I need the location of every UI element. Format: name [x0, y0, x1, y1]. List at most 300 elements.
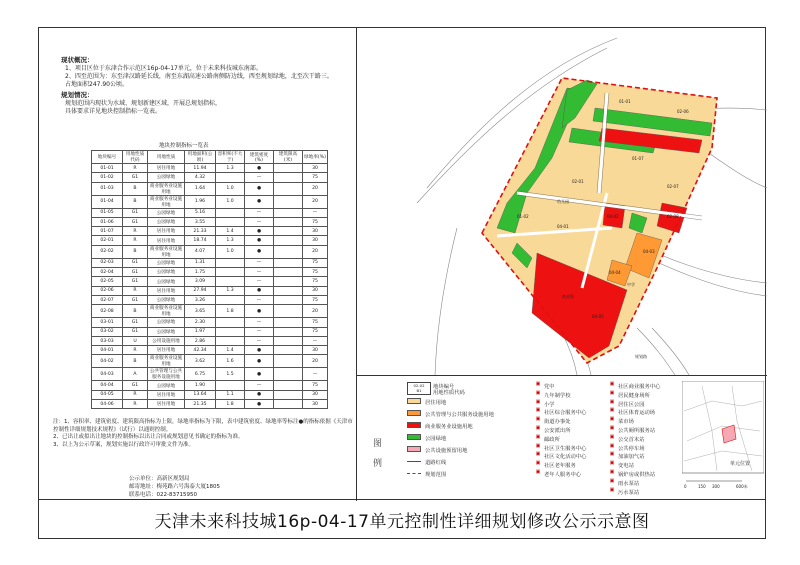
legend-label: 党中	[544, 384, 555, 390]
plot-code-sample: 02-02 B1	[407, 382, 431, 395]
table-cell: 居住用地	[148, 400, 185, 409]
legend-symbol-icon: ▣	[535, 398, 541, 405]
table-cell: 1.64	[185, 182, 216, 195]
table-cell: ●	[245, 400, 274, 409]
table-row	[92, 381, 328, 390]
table-cell: 1.97	[185, 327, 216, 336]
table-cell: 公园绿地	[148, 217, 185, 226]
table-cell: 02-03	[92, 258, 123, 267]
table-cell	[274, 336, 303, 345]
table-cell: 02-05	[92, 277, 123, 286]
table-header: 建筑密度(%)	[245, 151, 274, 164]
table-cell	[216, 268, 245, 277]
table-cell: 商业服务业设施用地	[148, 355, 185, 368]
table-cell: 04-04	[92, 381, 123, 390]
table-cell: G1	[123, 173, 148, 182]
table-cell	[274, 400, 303, 409]
legend-label: 公共厕所服务站	[618, 428, 656, 434]
table-cell: 公共管理与公共服务设施用地	[148, 368, 185, 381]
legend-label: 小学	[544, 401, 555, 408]
table-cell: 公园绿地	[148, 173, 185, 182]
table-row	[92, 286, 328, 295]
table-cell: 04-05	[92, 390, 123, 399]
table-cell: —	[245, 268, 274, 277]
table-cell: 27.94	[185, 286, 216, 295]
table-cell: 02-06	[92, 286, 123, 295]
table-cell: 1.75	[185, 268, 216, 277]
table-cell: 1.0	[216, 182, 245, 195]
swatch-road-line	[407, 461, 421, 462]
legend-symbol-icon: ▣	[535, 442, 541, 449]
table-cell: 02-08	[92, 305, 123, 318]
swatch-residential	[407, 398, 421, 404]
table-cell: 04-01	[92, 346, 123, 355]
legend-symbol-icon: ▣	[609, 381, 615, 387]
table-cell: 75	[303, 268, 328, 277]
table-cell: G1	[123, 208, 148, 217]
legend-label: 社区老年服务	[544, 463, 576, 470]
table-cell: R	[123, 286, 148, 295]
legend-label: 公共设施预留用地	[425, 448, 468, 454]
table-header: 建筑限高(米)	[274, 151, 303, 164]
table-cell: 6.75	[185, 368, 216, 381]
plan-heading: 规划情况：	[61, 91, 94, 99]
legend-symbol-icon: ▣	[609, 398, 615, 405]
legend	[357, 375, 767, 502]
table-cell: ●	[245, 390, 274, 399]
table-cell: 20	[303, 182, 328, 195]
table-cell: —	[245, 318, 274, 327]
plan-line: 规划范围内现状为水域、规划新建区域，开展总规划指标，	[65, 100, 222, 107]
legend-symbol-icon: ▣	[609, 442, 615, 449]
map-label-kindergarten: 幼儿园	[557, 199, 569, 204]
table-cell: 75	[303, 217, 328, 226]
table-cell	[274, 208, 303, 217]
swatch-reserve	[407, 446, 421, 452]
table-cell: 居住用地	[148, 286, 185, 295]
plot-label: 01-07	[632, 156, 644, 161]
legend-label: 九年制学校	[544, 392, 571, 399]
title-bar	[39, 499, 765, 538]
legend-label: 街道办事处	[544, 419, 571, 426]
table-cell: 02-01	[92, 236, 123, 245]
table-cell: 02-04	[92, 268, 123, 277]
table-cell: 1.4	[216, 346, 245, 355]
table-cell: 20	[303, 195, 328, 208]
table-cell	[274, 182, 303, 195]
table-cell: 3.65	[185, 305, 216, 318]
legend-label: 社区综合服务中心	[544, 410, 587, 417]
table-cell: 01-05	[92, 208, 123, 217]
legend-label: 社区体育运动场	[618, 410, 656, 417]
legend-label: 公交首末站	[618, 436, 645, 443]
legend-label: 公安派出所	[544, 428, 571, 434]
table-cell	[274, 258, 303, 267]
table-cell: G1	[123, 217, 148, 226]
table-cell: 1.1	[216, 390, 245, 399]
table-cell: ●	[245, 164, 274, 173]
table-row	[92, 336, 328, 345]
table-row	[92, 208, 328, 217]
table-cell: 42.34	[185, 346, 216, 355]
table-cell: 2.30	[185, 318, 216, 327]
plot-label: 04-01	[557, 224, 569, 229]
table-cell: 01-01	[92, 164, 123, 173]
land-use-map	[357, 28, 767, 375]
table-cell: —	[245, 327, 274, 336]
table-cell: 3.55	[185, 217, 216, 226]
legend-symbol-icon: ▣	[609, 486, 615, 493]
table-cell: 30	[303, 227, 328, 236]
table-row	[92, 368, 328, 381]
table-cell: ●	[245, 305, 274, 318]
table-cell: R	[123, 346, 148, 355]
table-row	[92, 355, 328, 368]
note-line: 注：1、容积率、建筑密度、建筑限高指标为上限，绿地率指标为下限，表中建筑密度、绿地率等标注●的指标依据《天津市控制性详细规划技术规程》（试行）以通则控制。	[53, 419, 353, 433]
table-cell: —	[303, 368, 328, 381]
table-cell: 1.3	[216, 164, 245, 173]
plot-label: 04-04	[609, 270, 621, 275]
legend-label: 雨水泵站	[618, 480, 640, 487]
table-cell: 居住用地	[148, 346, 185, 355]
table-cell	[274, 327, 303, 336]
table-cell: 18.74	[185, 236, 216, 245]
plot-label: 04-05	[592, 314, 604, 319]
table-row	[92, 258, 328, 267]
legend-heading: 例	[373, 459, 383, 469]
table-cell: G1	[123, 318, 148, 327]
table-row	[92, 227, 328, 236]
table-cell	[274, 236, 303, 245]
table-row	[92, 236, 328, 245]
table-cell: 1.5	[216, 368, 245, 381]
table-cell	[216, 318, 245, 327]
plot-label: 02-07	[667, 184, 679, 189]
table-cell: —	[245, 173, 274, 182]
legend-label: 居住区公园	[618, 401, 645, 408]
legend-label: 商业服务业设施用地	[425, 424, 473, 430]
map-label-school: 中学	[627, 282, 635, 287]
table-cell: 75	[303, 295, 328, 304]
table-row	[92, 164, 328, 173]
table-cell: 04-06	[92, 400, 123, 409]
swatch-boundary	[407, 473, 421, 474]
table-cell	[216, 208, 245, 217]
table-cell: 公园绿地	[148, 381, 185, 390]
table-cell	[216, 336, 245, 345]
table-cell: 30	[303, 286, 328, 295]
table-header: 用地性质代码	[123, 151, 148, 164]
legend-symbol-icon: ▣	[609, 460, 615, 467]
legend-label: 菜市场	[618, 419, 634, 426]
legend-symbol-icon: ▣	[609, 433, 615, 440]
note-line: 3、以上为公示草案，规划实施以行政许可审批文件为准。	[53, 441, 195, 448]
table-cell: 1.8	[216, 400, 245, 409]
table-cell: 03-02	[92, 327, 123, 336]
table-cell: 公用设施用地	[148, 336, 185, 345]
table-cell: 1.90	[185, 381, 216, 390]
table-cell: 居住用地	[148, 236, 185, 245]
swatch-commercial	[407, 422, 421, 428]
table-cell	[274, 390, 303, 399]
table-cell: 75	[303, 258, 328, 267]
table-cell: B	[123, 182, 148, 195]
table-cell: R	[123, 390, 148, 399]
legend-label: 变电站	[618, 463, 634, 470]
table-cell	[274, 381, 303, 390]
table-header: 容积率(不大于)	[216, 151, 245, 164]
table-cell: 75	[303, 277, 328, 286]
legend-label: 规划范围	[425, 472, 447, 478]
contact-block	[129, 475, 220, 499]
table-cell	[216, 173, 245, 182]
table-cell: 75	[303, 381, 328, 390]
table-cell	[274, 277, 303, 286]
table-row	[92, 400, 328, 409]
table-cell	[274, 355, 303, 368]
table-row	[92, 305, 328, 318]
table-cell: ●	[245, 355, 274, 368]
table-caption: 地块控制指标一览表	[159, 143, 209, 149]
legend-label: 加油加气站	[618, 454, 645, 461]
table-cell: 1.3	[216, 286, 245, 295]
contact-address: 邮寄地址：梅苑路六号海泰大厦1805	[129, 484, 220, 490]
table-cell	[274, 164, 303, 173]
table-cell: G1	[123, 258, 148, 267]
table-cell: 11.94	[185, 164, 216, 173]
page-title: 天津未来科技城16p-04-17单元控制性详细规划修改公示示意图	[154, 511, 650, 532]
table-cell: 公园绿地	[148, 327, 185, 336]
table-cell: 3.26	[185, 295, 216, 304]
table-cell: 01-07	[92, 227, 123, 236]
table-cell: G1	[123, 268, 148, 277]
table-cell	[216, 258, 245, 267]
table-row	[92, 318, 328, 327]
legend-label: 公园绿地	[425, 436, 447, 442]
legend-symbol-icon: ▣	[609, 389, 615, 396]
table-cell: G1	[123, 277, 148, 286]
legend-label: 居民健身场所	[618, 392, 650, 399]
table-cell: 商业服务业设施用地	[148, 182, 185, 195]
swatch-public	[407, 410, 421, 416]
table-cell	[274, 227, 303, 236]
legend-label: 用地性质代码	[433, 390, 465, 396]
table-header: 绿地率(%)	[303, 151, 328, 164]
legend-label: 道路红线	[425, 460, 447, 466]
table-cell: 30	[303, 346, 328, 355]
table-cell: —	[303, 336, 328, 345]
control-index-table	[91, 150, 328, 409]
table-cell: 商业服务业设施用地	[148, 195, 185, 208]
table-cell: 30	[303, 400, 328, 409]
table-cell: G1	[123, 381, 148, 390]
table-cell: 4.32	[185, 173, 216, 182]
plan-line: 具体要求详见地块控制指标一览表。	[65, 108, 162, 115]
table-cell: 30	[303, 390, 328, 399]
legend-symbol-icon: ▣	[535, 425, 541, 431]
table-cell: G1	[123, 327, 148, 336]
status-line: 1、项目区位于东津合作示范区16p-04-17单元，位于未来科技城东南部。	[65, 65, 262, 72]
scale-tick: 600米	[736, 484, 748, 489]
table-cell: R	[123, 236, 148, 245]
legend-symbol-icon: ▣	[535, 416, 541, 423]
table-cell: ●	[245, 286, 274, 295]
table-cell: 75	[303, 327, 328, 336]
table-row	[92, 217, 328, 226]
table-cell: 1.0	[216, 195, 245, 208]
table-row	[92, 277, 328, 286]
table-cell: 01-03	[92, 182, 123, 195]
table-cell: 01-02	[92, 173, 123, 182]
table-row	[92, 390, 328, 399]
table-cell: ●	[245, 182, 274, 195]
table-cell: ●	[245, 195, 274, 208]
table-cell: 3.62	[185, 355, 216, 368]
table-cell: 02-07	[92, 295, 123, 304]
inset-label: 单元位置	[730, 461, 751, 467]
contact-phone: 联系电话：022-83715950	[129, 492, 197, 498]
table-cell: 5.16	[185, 208, 216, 217]
table-cell: 21.33	[185, 227, 216, 236]
table-cell: 20	[303, 355, 328, 368]
table-row	[92, 295, 328, 304]
legend-symbol-icon: ▣	[535, 389, 541, 396]
table-cell: 居住用地	[148, 390, 185, 399]
table-cell	[216, 381, 245, 390]
table-row	[92, 173, 328, 182]
legend-symbol-icon: ▣	[535, 381, 541, 387]
table-row	[92, 268, 328, 277]
table-cell: —	[245, 381, 274, 390]
status-line: 占地面积247.90公顷。	[65, 81, 128, 88]
table-row	[92, 245, 328, 258]
table-cell: 3.09	[185, 277, 216, 286]
table-cell: 1.31	[185, 258, 216, 267]
legend-label: 地块编号	[433, 384, 455, 390]
table-cell: B	[123, 195, 148, 208]
table-cell: 03-01	[92, 318, 123, 327]
table-cell	[274, 268, 303, 277]
table-row	[92, 346, 328, 355]
table-cell: 1.3	[216, 236, 245, 245]
legend-label: 邮政所	[544, 436, 560, 443]
scale-tick: 300	[712, 484, 720, 489]
table-cell: 1.96	[185, 195, 216, 208]
table-cell: 1.4	[216, 227, 245, 236]
table-row	[92, 327, 328, 336]
table-cell: R	[123, 400, 148, 409]
table-cell	[274, 217, 303, 226]
table-cell: 30	[303, 236, 328, 245]
legend-heading: 图	[373, 439, 383, 449]
table-cell: 20	[303, 245, 328, 258]
table-cell: 20	[303, 305, 328, 318]
table-cell	[274, 195, 303, 208]
table-cell: ●	[245, 368, 274, 381]
legend-label: 社区卫生服务中心	[544, 445, 587, 452]
table-cell	[274, 318, 303, 327]
table-cell: 商业服务业设施用地	[148, 305, 185, 318]
table-cell: B	[123, 245, 148, 258]
legend-symbol-icon: ▣	[609, 469, 615, 475]
table-header: 用地性质	[148, 151, 185, 164]
map-label-road: 规划路	[635, 354, 647, 359]
table-cell: ●	[245, 236, 274, 245]
table-cell: ●	[245, 245, 274, 258]
table-row	[92, 182, 328, 195]
table-cell: R	[123, 227, 148, 236]
legend-symbol-icon: ▣	[609, 477, 615, 484]
table-cell: 75	[303, 318, 328, 327]
table-cell: G1	[123, 295, 148, 304]
table-cell: —	[245, 217, 274, 226]
table-cell: 30	[303, 164, 328, 173]
table-cell: —	[245, 336, 274, 345]
table-cell: 公园绿地	[148, 295, 185, 304]
table-cell: —	[303, 208, 328, 217]
table-cell: 公园绿地	[148, 277, 185, 286]
table-row	[92, 195, 328, 208]
plot-label: 02-08	[667, 214, 679, 219]
table-cell: —	[245, 208, 274, 217]
table-cell	[216, 295, 245, 304]
legend-symbol-icon: ▣	[535, 460, 541, 467]
table-cell	[216, 277, 245, 286]
swatch-green	[407, 434, 421, 440]
text-panel	[39, 28, 357, 501]
status-heading: 现状概况：	[61, 56, 94, 64]
table-cell: 1.6	[216, 355, 245, 368]
table-cell: ●	[245, 227, 274, 236]
table-cell: 公园绿地	[148, 268, 185, 277]
plot-label: 01-01	[619, 99, 631, 104]
table-cell	[216, 327, 245, 336]
table-cell: —	[245, 277, 274, 286]
table-cell	[274, 245, 303, 258]
legend-label: 污水泵站	[618, 489, 640, 496]
legend-label: 公共停车场	[618, 445, 645, 452]
plot-label: 01-02	[517, 214, 529, 219]
table-header: 用地面积(公顷)	[185, 151, 216, 164]
table-cell: 04-02	[92, 355, 123, 368]
drawing-frame	[38, 27, 766, 539]
location-inset	[682, 381, 764, 491]
legend-symbol-icon: ▣	[609, 425, 615, 431]
table-cell: 13.64	[185, 390, 216, 399]
table-cell: R	[123, 164, 148, 173]
plot-label: 04-02	[607, 214, 619, 219]
legend-label: 公共管理与公共服务设施用地	[425, 412, 494, 418]
legend-label: 社区商业服务中心	[618, 384, 661, 390]
table-cell: B	[123, 355, 148, 368]
contact-unit: 公示单位：高新区规划局	[129, 476, 190, 482]
plot-label: 02-01	[572, 179, 584, 184]
legend-symbol-icon: ▣	[609, 416, 615, 423]
notes	[53, 419, 353, 449]
table-cell: 21.35	[185, 400, 216, 409]
scale-tick: 150	[698, 484, 706, 489]
legend-label: 老年人服务中心	[544, 472, 582, 478]
table-cell	[274, 286, 303, 295]
table-cell: 01-06	[92, 217, 123, 226]
table-cell	[216, 217, 245, 226]
table-cell: 居住用地	[148, 227, 185, 236]
legend-symbol-icon: ▣	[609, 451, 615, 458]
table-cell: 公园绿地	[148, 208, 185, 217]
table-cell: 02-02	[92, 245, 123, 258]
table-cell: 4.07	[185, 245, 216, 258]
legend-label: 社区文化活动中心	[544, 454, 587, 461]
